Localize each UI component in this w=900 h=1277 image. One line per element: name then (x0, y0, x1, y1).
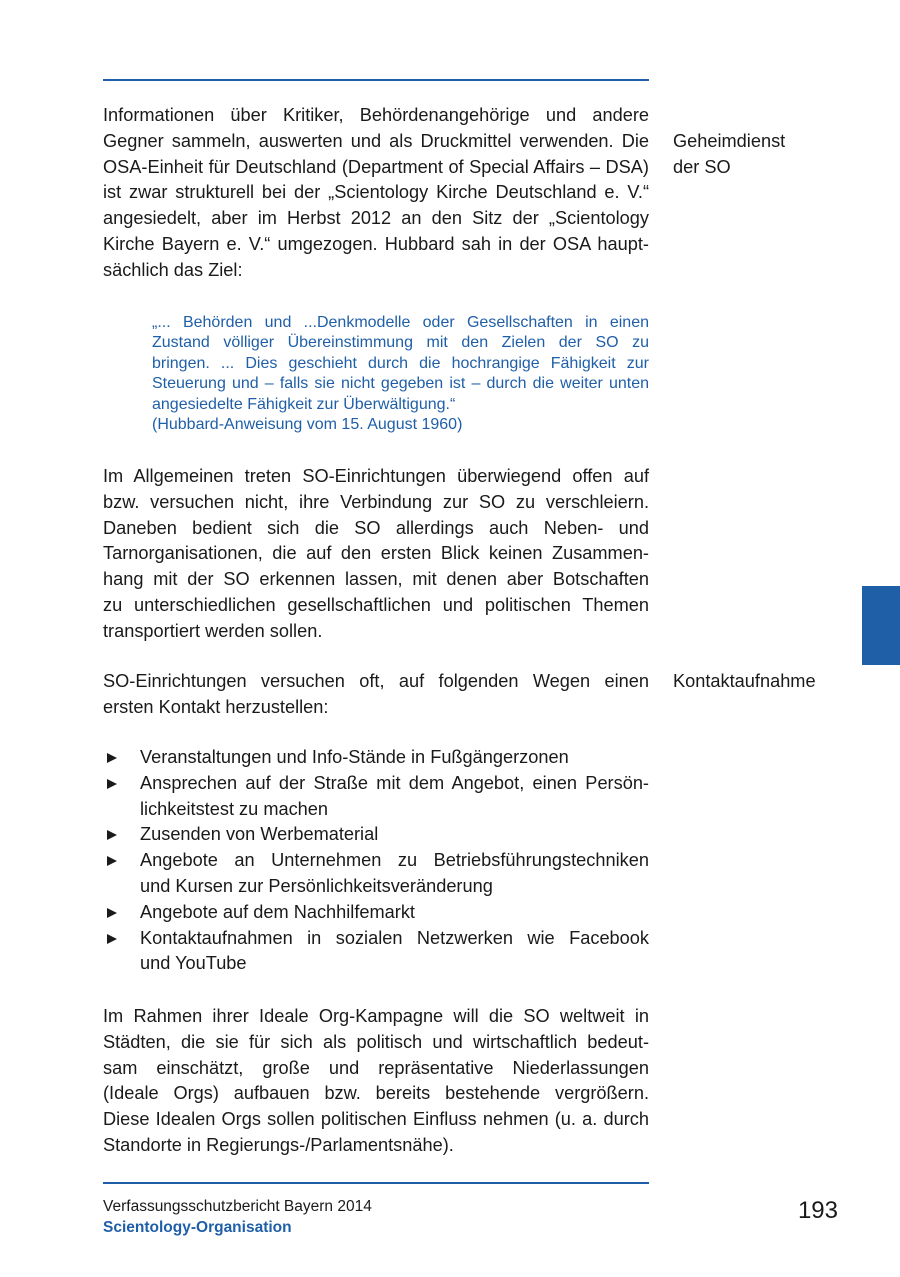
list-item: Veranstaltungen und Info-Stände in Fußgängerzonen (103, 745, 649, 771)
contact-methods-list (103, 745, 649, 977)
arrow-bullet-icon (107, 856, 117, 866)
quote-source: (Hubbard-Anweisung vom 15. August 1960) (152, 416, 463, 434)
footer-title: Verfassungsschutzbericht Bayern 2014 (103, 1198, 372, 1215)
list-item: Kontaktaufnahmen in sozialen Netzwerken wie Facebook und YouTube (103, 926, 649, 978)
paragraph-einrichtungen: Im Allgemeinen treten SO-Einrichtungen überwiegend offen auf bzw. versuchen nicht, ihre Verbindung zur SO zu verschleiern. Daneben bedient sich die SO allerdings auch Neben- und Tarnorganisationen, die auf den ersten Blick keinen Zusammen- hang mit der SO erkennen lassen, mit denen aber Botschaften zu unterschiedlichen gesellschaftlichen und politischen Themen transportiert werden sollen. (103, 466, 649, 641)
arrow-bullet-icon (107, 908, 117, 918)
hubbard-quote: „... Behörden und ...Denkmodelle oder Gesellschaften in einen Zustand völliger Übereinstimmung mit den Zielen der SO zu bringen. ... Dies geschieht durch die hochrangige Fähigkeit zur Steuerung und – falls sie nicht gegeben ist – durch die weiter unten angesiedelte Fähigkeit zur Überwältigung.“ (Hubbard-Anweisung vom 15. August 1960) (152, 313, 649, 435)
top-rule (103, 79, 649, 81)
list-item: Zusenden von Werbematerial (103, 822, 649, 848)
list-item: Angebote auf dem Nachhilfemarkt (103, 900, 649, 926)
arrow-bullet-icon (107, 934, 117, 944)
list-item: Angebote an Unternehmen zu Betriebsführungstechniken und Kursen zur Persönlichkeitsveränderung (103, 848, 649, 900)
margin-note-geheimdienst: Geheimdienst der SO (673, 131, 786, 177)
paragraph-ideale-org: Im Rahmen ihrer Ideale Org-Kampagne will die SO weltweit in Städten, die sie für sich als politisch und wirtschaftlich bedeut- sam einschätzt, große und repräsentative Niederlassungen (Ideale Orgs) aufbauen bzw. bereits bestehende vergrößern. Diese Idealen Orgs sollen politischen Einfluss nehmen (u. a. durch Standorte in Regierungs-/Parlamentsnähe). (103, 1006, 649, 1155)
margin-note-kontaktaufnahme: Kontaktaufnahme (673, 671, 816, 691)
arrow-bullet-icon (107, 830, 117, 840)
footer-section-name: Scientology-Organisation (103, 1219, 292, 1236)
arrow-bullet-icon (107, 753, 117, 763)
paragraph-osa: Informationen über Kritiker, Behördenangehörige und andere Gegner sammeln, auswerten und als Druckmittel verwenden. Die OSA-Einheit für Deutschland (Department of Special Affairs – DSA) ist zwar strukturell bei der „Scientology Kirche Deutschland e. V.“ angesiedelt, aber im Herbst 2012 an den Sitz der „Scientology Kirche Bayern e. V.“ umgezogen. Hubbard sah in der OSA haupt- sächlich das Ziel: (103, 105, 649, 280)
arrow-bullet-icon (107, 779, 117, 789)
list-item: Ansprechen auf der Straße mit dem Angebot, einen Persön- lichkeitstest zu machen (103, 771, 649, 823)
chapter-tab-marker (862, 586, 900, 665)
page-number: 193 (797, 1197, 838, 1224)
paragraph-kontakt: SO-Einrichtungen versuchen oft, auf folgenden Wegen einen ersten Kontakt herzustellen: (103, 671, 649, 717)
bottom-rule (103, 1182, 649, 1184)
